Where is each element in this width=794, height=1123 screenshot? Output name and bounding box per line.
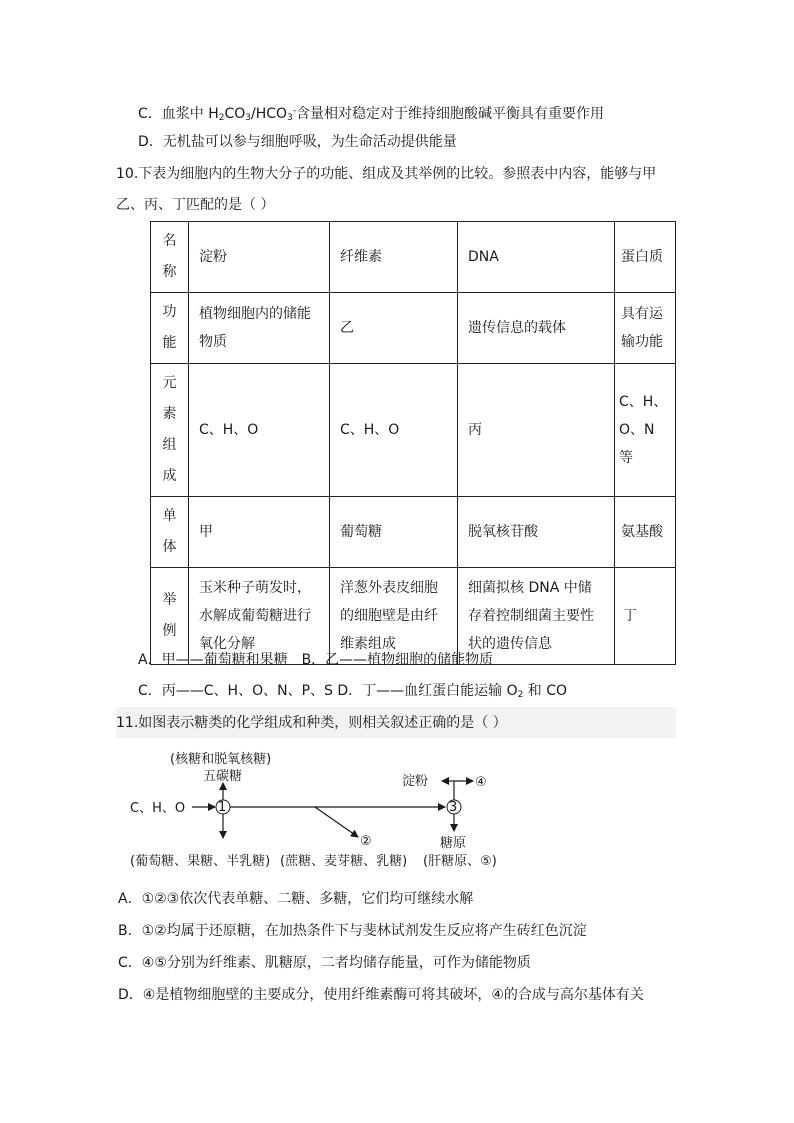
q11-option-c: C．④⑤分别为纤维素、肌糖原，二者均储存能量，可作为储能物质 <box>118 955 531 971</box>
table-cell: C、H、O <box>330 364 458 497</box>
table-row-function <box>151 293 676 364</box>
table-cell: 具有运输功能 <box>615 293 676 364</box>
arrow-to-2 <box>315 807 358 837</box>
starch-label: 淀粉 <box>402 774 429 789</box>
pentose-label: 五碳糖 <box>203 769 243 784</box>
table-cell: 乙 <box>330 293 458 364</box>
table-cell: 遗传信息的载体 <box>458 293 615 364</box>
table-cell: DNA <box>458 222 615 293</box>
subscript: 3 <box>287 113 293 123</box>
disaccharide-examples: (蔗糖、麦芽糖、乳糖) <box>280 854 408 869</box>
formula-part: CO <box>224 106 246 122</box>
table-cell: 植物细胞内的储能物质 <box>189 293 330 364</box>
glycogen-examples: (肝糖原、⑤) <box>423 854 497 869</box>
row-header-example: 举 例 <box>151 568 189 665</box>
table-cell: 淀粉 <box>189 222 330 293</box>
q11-stem: 11.如图表示糖类的化学组成和种类，则相关叙述正确的是（ ） <box>116 715 507 731</box>
table-cell: C、H、O、N 等 <box>615 364 676 497</box>
q9-option-c-text: C．血浆中 H <box>138 106 219 122</box>
q10-option-cd <box>138 681 567 705</box>
subscript: 2 <box>218 113 225 123</box>
q10-stem-line2: 乙、丙、丁匹配的是（ ） <box>116 197 275 213</box>
row-header-name: 名 称 <box>151 222 189 293</box>
table-cell: 纤维素 <box>330 222 458 293</box>
table-cell: 氨基酸 <box>615 497 676 568</box>
table-cell: 洋葱外表皮细胞的细胞壁是由纤维素组成 <box>330 568 458 665</box>
node-2-label: ② <box>360 834 372 849</box>
q11-option-a: A．①②③依次代表单糖、二糖、多糖，它们均可继续水解 <box>118 891 474 907</box>
subscript: 2 <box>517 690 524 700</box>
table-cell: 丁 <box>615 568 676 665</box>
q9-option-d: D．无机盐可以参与细胞呼吸，为生命活动提供能量 <box>138 134 457 150</box>
glycogen-label: 糖原 <box>440 836 467 851</box>
superscript: - <box>292 106 297 116</box>
row-header-elements: 元 素 组 成 <box>151 364 189 497</box>
table-cell: 细菌拟核 DNA 中储存着控制细菌主要性状的遗传信息 <box>458 568 615 665</box>
carbohydrate-diagram <box>120 745 540 875</box>
row-header-function: 功 能 <box>151 293 189 364</box>
table-cell: 丙 <box>458 364 615 497</box>
q11-option-d: D．④是植物细胞壁的主要成分，使用纤维素酶可将其破坏，④的合成与高尔基体有关 <box>118 987 644 1003</box>
q10-option-cd-text: C．丙——C、H、O、N、P、S D．丁——血红蛋白能运输 O <box>138 683 518 699</box>
pentose-note: (核糖和脱氧核糖) <box>170 752 272 767</box>
table-cell: 甲 <box>189 497 330 568</box>
q10-option-cd-rest: 和 CO <box>523 683 568 699</box>
q10-option-ab: A．甲——葡萄糖和果糖 B．乙——植物细胞的储能物质 <box>138 652 494 668</box>
table-cell: 蛋白质 <box>615 222 676 293</box>
table-cell: C、H、O <box>189 364 330 497</box>
table-row-elements <box>151 364 676 497</box>
q11-option-b: B．①②均属于还原糖，在加热条件下与斐林试剂发生反应将产生砖红色沉淀 <box>118 923 587 939</box>
comparison-table <box>150 221 676 665</box>
node-4-label: ④ <box>475 775 487 790</box>
q9-option-c <box>138 101 604 128</box>
formula-part: /HCO <box>251 106 288 122</box>
q10-stem-line1: 10.下表为细胞内的生物大分子的功能、组成及其举例的比较。参照表中内容，能够与甲 <box>116 166 657 182</box>
table-row-monomer <box>151 497 676 568</box>
row-header-monomer: 单 体 <box>151 497 189 568</box>
table-row-name <box>151 222 676 293</box>
monosaccharide-examples: (葡萄糖、果糖、半乳糖) <box>130 854 271 869</box>
source-label: C、H、O <box>130 801 186 816</box>
subscript: 3 <box>245 113 252 123</box>
table-cell: 脱氧核苷酸 <box>458 497 615 568</box>
table-cell: 葡萄糖 <box>330 497 458 568</box>
table-cell: 玉米种子萌发时，水解成葡萄糖进行氧化分解 <box>189 568 330 665</box>
q9-option-c-rest: 含量相对稳定对于维持细胞酸碱平衡具有重要作用 <box>296 106 605 122</box>
node-1-label: 1 <box>218 800 227 815</box>
node-3-label: 3 <box>449 800 458 815</box>
